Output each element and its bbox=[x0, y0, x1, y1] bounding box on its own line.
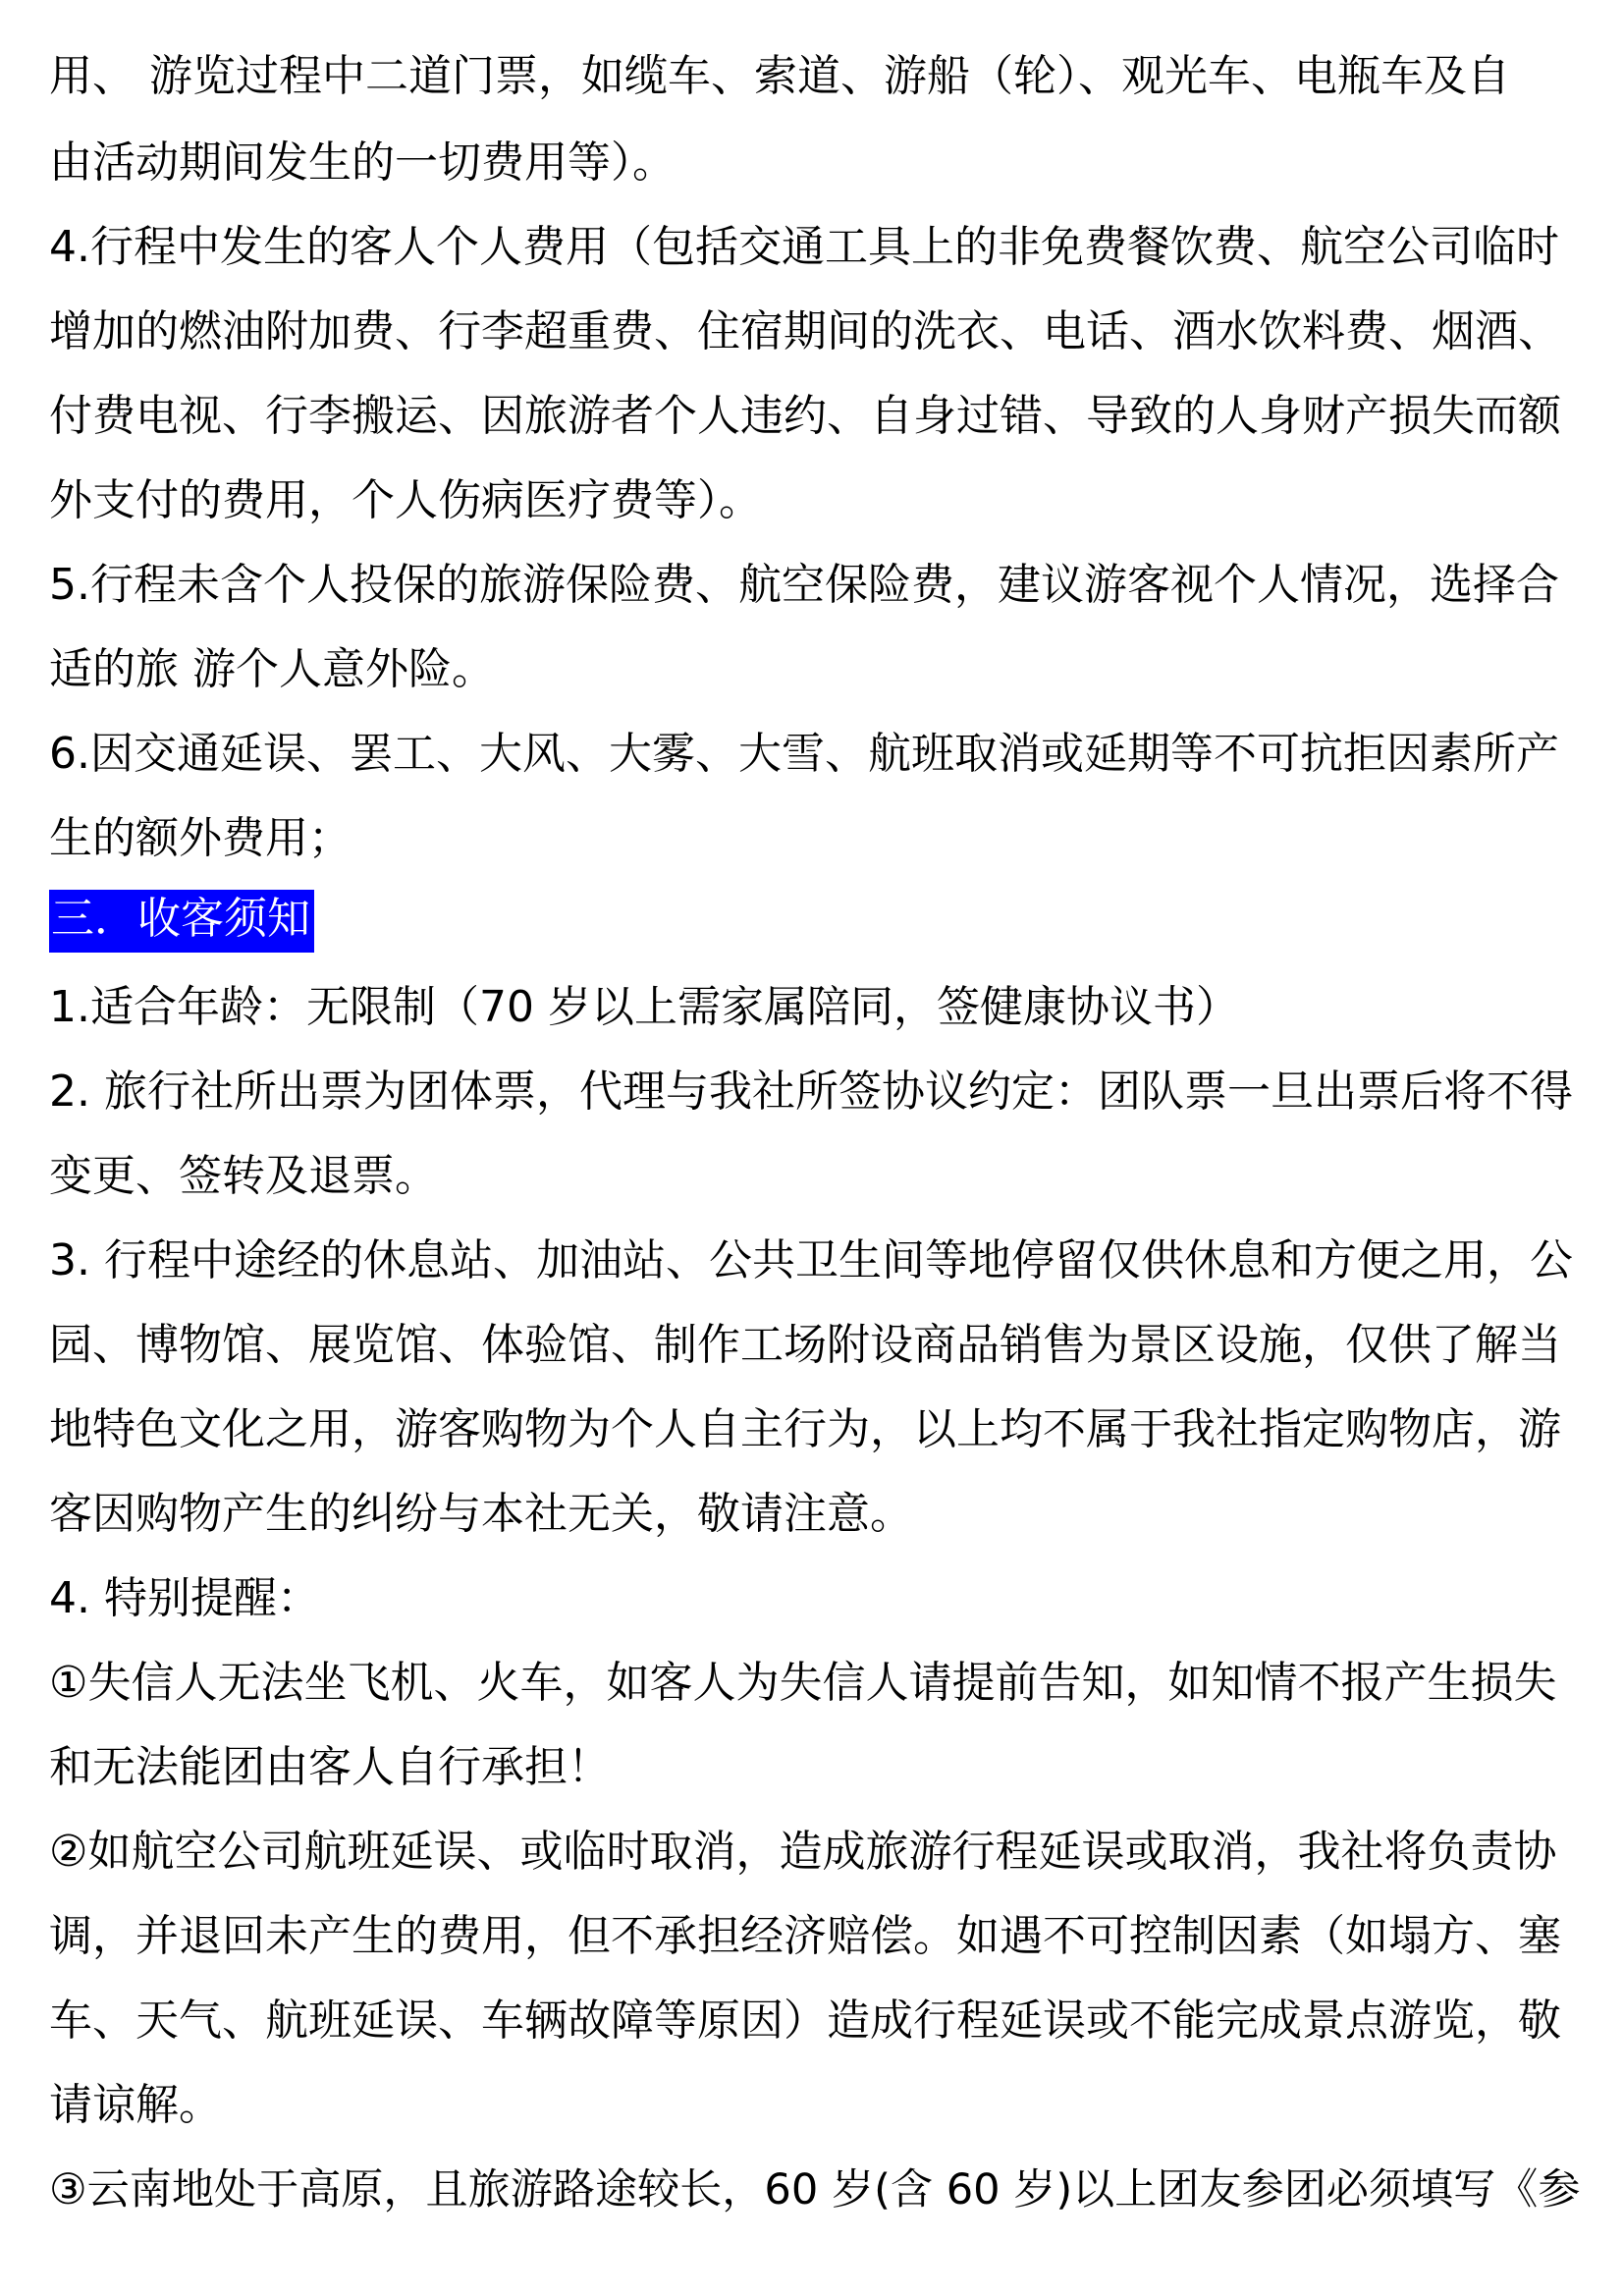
text-line: ①失信人无法坐飞机、火车，如客人为失信人请提前告知，如知情不报产生损失 bbox=[49, 1658, 1557, 1708]
text-line: 车、天气、航班延误、车辆故障等原因）造成行程延误或不能完成景点游览，敬 bbox=[49, 1995, 1561, 2046]
text-line: 变更、签转及退票。 bbox=[49, 1151, 438, 1201]
text-line: 地特色文化之用，游客购物为个人自主行为，以上均不属于我社指定购物店，游 bbox=[49, 1404, 1561, 1454]
section-heading: 三．收客须知 bbox=[49, 890, 314, 953]
text-line: 1.适合年龄：无限制（70 岁以上需家属陪同，签健康协议书） bbox=[49, 982, 1239, 1032]
text-line: 适的旅 游个人意外险。 bbox=[49, 644, 495, 694]
text-line: 付费电视、行李搬运、因旅游者个人违约、自身过错、导致的人身财产损失而额 bbox=[49, 391, 1561, 441]
text-line: 2. 旅行社所出票为团体票，代理与我社所签协议约定：团队票一旦出票后将不得 bbox=[49, 1066, 1573, 1117]
text-line: 调，并退回未产生的费用，但不承担经济赔偿。如遇不可控制因素（如塌方、塞 bbox=[49, 1911, 1561, 1961]
text-line: 6.因交通延误、罢工、大风、大雾、大雪、航班取消或延期等不可抗拒因素所产 bbox=[49, 729, 1559, 779]
text-line: 和无法能团由客人自行承担！ bbox=[49, 1742, 611, 1792]
text-line: 外支付的费用，个人伤病医疗费等）。 bbox=[49, 475, 762, 525]
text-line: 4.行程中发生的客人个人费用（包括交通工具上的非免费餐饮费、航空公司临时 bbox=[49, 222, 1559, 272]
text-line: 用、 游览过程中二道门票，如缆车、索道、游船（轮）、观光车、电瓶车及自 bbox=[49, 51, 1510, 101]
text-line: 客因购物产生的纠纷与本社无关，敬请注意。 bbox=[49, 1489, 913, 1539]
text-line: 3. 行程中途经的休息站、加油站、公共卫生间等地停留仅供休息和方便之用，公 bbox=[49, 1235, 1573, 1285]
text-line: 4. 特别提醒： bbox=[49, 1573, 320, 1623]
text-line: 5.行程未含个人投保的旅游保险费、航空保险费，建议游客视个人情况，选择合 bbox=[49, 560, 1559, 610]
text-line: 由活动期间发生的一切费用等）。 bbox=[49, 137, 676, 188]
text-line: 请谅解。 bbox=[49, 2080, 222, 2130]
text-line: 增加的燃油附加费、行李超重费、住宿期间的洗衣、电话、酒水饮料费、烟酒、 bbox=[49, 306, 1561, 356]
text-line: 生的额外费用； bbox=[49, 813, 352, 863]
text-line: 园、博物馆、展览馆、体验馆、制作工场附设商品销售为景区设施，仅供了解当 bbox=[49, 1320, 1561, 1370]
text-line: ②如航空公司航班延误、或临时取消，造成旅游行程延误或取消，我社将负责协 bbox=[49, 1827, 1557, 1877]
text-line: ③云南地处于高原，且旅游路途较长，60 岁(含 60 岁)以上团友参团必须填写《参 bbox=[49, 2165, 1581, 2214]
